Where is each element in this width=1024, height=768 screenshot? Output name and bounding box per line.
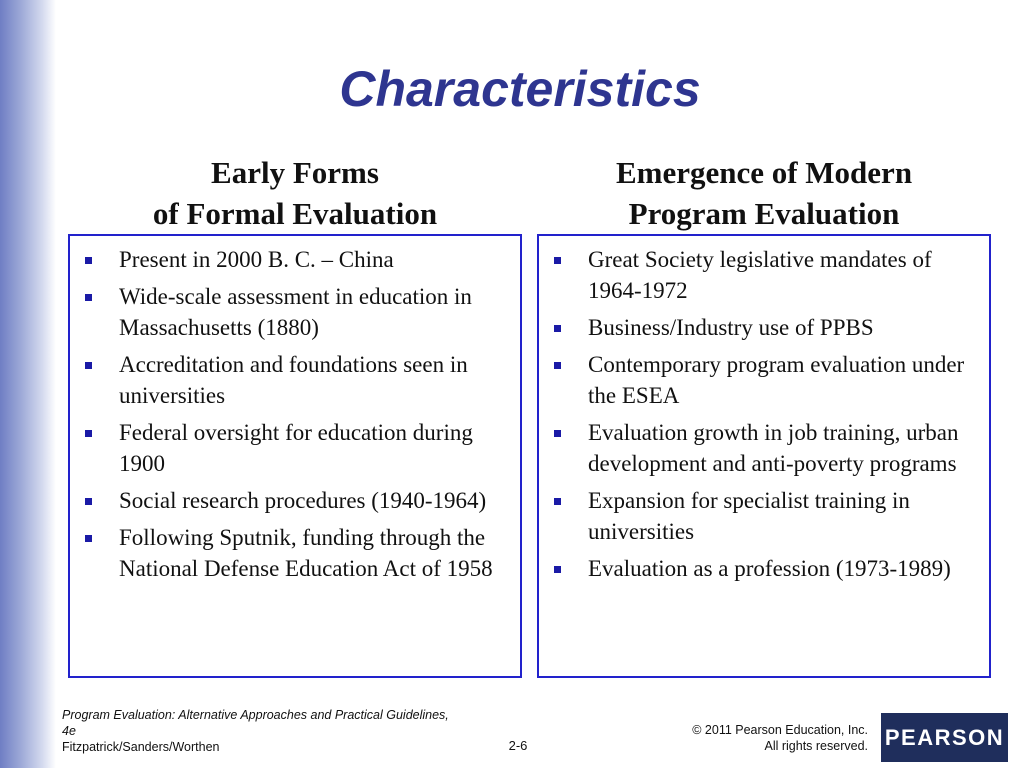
right-content-box xyxy=(537,234,991,678)
copyright-notice xyxy=(692,722,868,754)
list-item xyxy=(70,417,514,479)
left-heading-line-2: of Formal Evaluation xyxy=(152,196,438,231)
right-heading-line-1: Emergence of Modern xyxy=(615,155,913,190)
list-item-text: Wide-scale assessment in education in Massachusetts (1880) xyxy=(119,284,472,340)
list-item-text: Accreditation and foundations seen in universities xyxy=(119,352,468,408)
list-item-text: Present in 2000 B. C. – China xyxy=(119,247,394,272)
square-bullet-icon xyxy=(554,257,561,264)
list-item xyxy=(539,312,983,343)
list-item xyxy=(70,349,514,411)
square-bullet-icon xyxy=(85,498,92,505)
right-column-heading xyxy=(537,152,991,234)
square-bullet-icon xyxy=(554,498,561,505)
list-item xyxy=(70,485,514,516)
square-bullet-icon xyxy=(85,535,92,542)
list-item-text: Federal oversight for education during 1900 xyxy=(119,420,473,476)
list-item-text: Expansion for specialist training in universities xyxy=(588,488,910,544)
page-number: 2-6 xyxy=(508,738,528,753)
list-item-text: Evaluation growth in job training, urban development and anti-poverty programs xyxy=(588,420,959,476)
square-bullet-icon xyxy=(554,325,561,332)
left-content-box xyxy=(68,234,522,678)
list-item xyxy=(539,485,983,547)
square-bullet-icon xyxy=(85,257,92,264)
list-item xyxy=(539,244,983,306)
list-item xyxy=(539,553,983,584)
footer-citation xyxy=(62,707,462,755)
list-item xyxy=(70,244,514,275)
square-bullet-icon xyxy=(85,294,92,301)
list-item-text: Evaluation as a profession (1973-1989) xyxy=(588,556,951,581)
pearson-logo xyxy=(881,713,1008,762)
footer-authors: Fitzpatrick/Sanders/Worthen xyxy=(62,740,220,754)
list-item-text: Great Society legislative mandates of 1964-1972 xyxy=(588,247,932,303)
list-item-text: Business/Industry use of PPBS xyxy=(588,315,874,340)
list-item xyxy=(539,417,983,479)
list-item xyxy=(539,349,983,411)
list-item xyxy=(70,522,514,584)
footer-book-title: Program Evaluation: Alternative Approaches and Practical Guidelines, 4e xyxy=(62,708,449,738)
square-bullet-icon xyxy=(554,566,561,573)
square-bullet-icon xyxy=(85,430,92,437)
square-bullet-icon xyxy=(554,430,561,437)
right-heading-line-2: Program Evaluation xyxy=(628,196,900,231)
list-item-text: Contemporary program evaluation under the ESEA xyxy=(588,352,965,408)
list-item-text: Following Sputnik, funding through the National Defense Education Act of 1958 xyxy=(119,525,493,581)
list-item-text: Social research procedures (1940-1964) xyxy=(119,488,487,513)
square-bullet-icon xyxy=(554,362,561,369)
right-bullet-list xyxy=(539,236,989,584)
copyright-line-1: © 2011 Pearson Education, Inc. xyxy=(692,723,868,737)
slide-title: Characteristics xyxy=(339,61,701,117)
square-bullet-icon xyxy=(85,362,92,369)
copyright-line-2: All rights reserved. xyxy=(764,739,868,753)
left-bullet-list xyxy=(70,236,520,584)
list-item xyxy=(70,281,514,343)
left-column-heading xyxy=(68,152,522,234)
logo-text: PEARSON xyxy=(884,724,1005,750)
left-heading-line-1: Early Forms xyxy=(211,155,379,190)
